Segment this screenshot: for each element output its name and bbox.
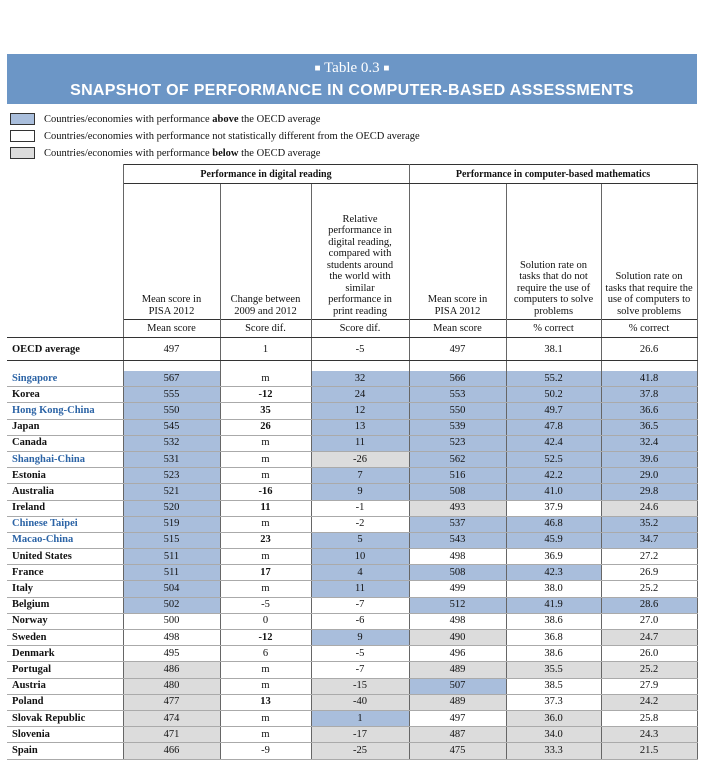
country-name: Ireland: [7, 500, 123, 516]
table-cell: 34.0: [506, 727, 601, 743]
table-cell: 532: [123, 435, 220, 451]
table-cell: 36.6: [601, 403, 697, 419]
table-row: [7, 565, 697, 581]
table-cell: 508: [409, 565, 506, 581]
table-subtitle: SNAPSHOT OF PERFORMANCE IN COMPUTER-BASED ASSESSMENTS: [70, 82, 634, 99]
table-cell: 500: [123, 613, 220, 629]
table-cell: m: [220, 727, 311, 743]
oecd-average-row: [7, 338, 697, 361]
table-cell: 493: [409, 500, 506, 516]
table-row: [7, 516, 697, 532]
table-cell: 36.8: [506, 630, 601, 646]
table-cell: 497: [409, 710, 506, 726]
column-header: Change between 2009 and 2012: [220, 184, 311, 320]
table-cell: 25.2: [601, 662, 697, 678]
country-name: France: [7, 565, 123, 581]
country-name[interactable]: Singapore: [7, 371, 123, 387]
table-cell: 497: [123, 338, 220, 361]
table-cell: 490: [409, 630, 506, 646]
country-name: Korea: [7, 387, 123, 403]
table-title: Table 0.3: [324, 60, 380, 76]
table-cell: -16: [220, 484, 311, 500]
table-cell: 38.1: [506, 338, 601, 361]
table-cell: 32.4: [601, 435, 697, 451]
table-cell: 562: [409, 451, 506, 467]
table-cell: 487: [409, 727, 506, 743]
table-row: [7, 630, 697, 646]
table-cell: 52.5: [506, 451, 601, 467]
table-cell: m: [220, 468, 311, 484]
table-row: [7, 727, 697, 743]
table-cell: 38.6: [506, 646, 601, 662]
country-name: United States: [7, 549, 123, 565]
table-cell: -5: [311, 646, 409, 662]
table-cell: -9: [220, 743, 311, 759]
table-cell: 531: [123, 451, 220, 467]
column-unit: % correct: [601, 320, 697, 338]
country-name: Estonia: [7, 468, 123, 484]
table-cell: -12: [220, 387, 311, 403]
table-cell: 1: [311, 710, 409, 726]
table-cell: m: [220, 678, 311, 694]
square-bullet-icon: ■: [383, 63, 390, 74]
table-cell: 555: [123, 387, 220, 403]
table-cell: 499: [409, 581, 506, 597]
legend-swatch: [10, 147, 35, 159]
country-name: Slovak Republic: [7, 710, 123, 726]
table-cell: m: [220, 581, 311, 597]
country-name[interactable]: Hong Kong-China: [7, 403, 123, 419]
table-cell: 545: [123, 419, 220, 435]
table-cell: -26: [311, 451, 409, 467]
table-cell: 34.7: [601, 532, 697, 548]
table-cell: 24.3: [601, 727, 697, 743]
group-header-math: Performance in computer-based mathematics: [409, 165, 697, 184]
table-cell: 11: [311, 581, 409, 597]
legend-swatch: [10, 113, 35, 125]
column-unit: Score dif.: [311, 320, 409, 338]
country-name: Sweden: [7, 630, 123, 646]
table-cell: -40: [311, 694, 409, 710]
table-cell: 511: [123, 549, 220, 565]
table-row: [7, 371, 697, 387]
table-cell: 26: [220, 419, 311, 435]
table-cell: 511: [123, 565, 220, 581]
country-name[interactable]: Macao-China: [7, 532, 123, 548]
table-cell: 13: [311, 419, 409, 435]
table-row: [7, 403, 697, 419]
table-cell: -2: [311, 516, 409, 532]
table-cell: 49.7: [506, 403, 601, 419]
country-name: Denmark: [7, 646, 123, 662]
square-bullet-icon: ■: [314, 63, 321, 74]
table-row: [7, 387, 697, 403]
legend-label: Countries/economies with performance below the OECD average: [44, 148, 321, 159]
table-cell: m: [220, 516, 311, 532]
table-cell: 41.0: [506, 484, 601, 500]
table-cell: 498: [123, 630, 220, 646]
table-cell: 42.2: [506, 468, 601, 484]
table-cell: 13: [220, 694, 311, 710]
table-cell: 29.8: [601, 484, 697, 500]
column-header: Mean score in PISA 2012: [123, 184, 220, 320]
table-cell: 523: [123, 468, 220, 484]
table-cell: 516: [409, 468, 506, 484]
table-cell: 521: [123, 484, 220, 500]
country-name: Canada: [7, 435, 123, 451]
table-cell: 550: [409, 403, 506, 419]
table-cell: 489: [409, 694, 506, 710]
table-row: [7, 468, 697, 484]
table-cell: 11: [220, 500, 311, 516]
table-cell: 24.2: [601, 694, 697, 710]
table-row: [7, 694, 697, 710]
country-name: Belgium: [7, 597, 123, 613]
table-cell: 504: [123, 581, 220, 597]
spacer-row: [7, 361, 697, 372]
table-cell: 27.9: [601, 678, 697, 694]
table-cell: 47.8: [506, 419, 601, 435]
table-cell: 498: [409, 613, 506, 629]
table-cell: 486: [123, 662, 220, 678]
column-unit: % correct: [506, 320, 601, 338]
table-row: [7, 581, 697, 597]
table-cell: 5: [311, 532, 409, 548]
table-cell: 474: [123, 710, 220, 726]
table-cell: 4: [311, 565, 409, 581]
table-cell: -7: [311, 662, 409, 678]
table-cell: -5: [311, 338, 409, 361]
table-cell: 25.8: [601, 710, 697, 726]
table-cell: 550: [123, 403, 220, 419]
table-row: [7, 484, 697, 500]
country-name: Norway: [7, 613, 123, 629]
table-cell: 553: [409, 387, 506, 403]
country-name: Poland: [7, 694, 123, 710]
table-cell: 7: [311, 468, 409, 484]
table-cell: 543: [409, 532, 506, 548]
country-name: Spain: [7, 743, 123, 759]
column-header: Solution rate on tasks that require the use of computers to solve problems: [601, 184, 697, 320]
table-cell: 35.5: [506, 662, 601, 678]
table-cell: 539: [409, 419, 506, 435]
table-cell: -7: [311, 597, 409, 613]
group-header-blank: [7, 165, 123, 184]
table-cell: 495: [123, 646, 220, 662]
column-unit: Score dif.: [220, 320, 311, 338]
table-cell: m: [220, 549, 311, 565]
table-row: [7, 451, 697, 467]
table-cell: -1: [311, 500, 409, 516]
table-cell: 32: [311, 371, 409, 387]
table-cell: 37.9: [506, 500, 601, 516]
table-row: [7, 613, 697, 629]
table-cell: 42.4: [506, 435, 601, 451]
table-row: [7, 435, 697, 451]
country-name: Australia: [7, 484, 123, 500]
table-cell: 11: [311, 435, 409, 451]
table-cell: 29.0: [601, 468, 697, 484]
table-cell: m: [220, 710, 311, 726]
table-cell: 24.7: [601, 630, 697, 646]
table-cell: 10: [311, 549, 409, 565]
table-cell: 36.9: [506, 549, 601, 565]
table-cell: m: [220, 662, 311, 678]
table-cell: 498: [409, 549, 506, 565]
table-header-banner: [7, 54, 697, 104]
table-cell: 9: [311, 630, 409, 646]
table-row: [7, 710, 697, 726]
table-cell: 25.2: [601, 581, 697, 597]
table-cell: -25: [311, 743, 409, 759]
column-unit: Mean score: [123, 320, 220, 338]
table-row: [7, 532, 697, 548]
country-name[interactable]: Shanghai-China: [7, 451, 123, 467]
table-cell: 23: [220, 532, 311, 548]
table-cell: 537: [409, 516, 506, 532]
table-cell: 512: [409, 597, 506, 613]
table-cell: -17: [311, 727, 409, 743]
legend-label: Countries/economies with performance not statistically different from the OECD average: [44, 131, 420, 142]
table-cell: 26.0: [601, 646, 697, 662]
table-cell: -15: [311, 678, 409, 694]
legend-label: Countries/economies with performance above the OECD average: [44, 114, 321, 125]
table-cell: 519: [123, 516, 220, 532]
table-cell: 497: [409, 338, 506, 361]
table-cell: 477: [123, 694, 220, 710]
table-cell: 515: [123, 532, 220, 548]
table-row: [7, 743, 697, 759]
table-cell: 38.0: [506, 581, 601, 597]
table-cell: 0: [220, 613, 311, 629]
country-name: OECD average: [7, 338, 123, 361]
table-cell: 566: [409, 371, 506, 387]
table-cell: 36.5: [601, 419, 697, 435]
table-cell: 466: [123, 743, 220, 759]
table-cell: 471: [123, 727, 220, 743]
column-header: Mean score in PISA 2012: [409, 184, 506, 320]
table-row: [7, 678, 697, 694]
table-cell: 35.2: [601, 516, 697, 532]
table-cell: 28.6: [601, 597, 697, 613]
table-cell: 55.2: [506, 371, 601, 387]
group-header-reading: Performance in digital reading: [123, 165, 409, 184]
country-name[interactable]: Chinese Taipei: [7, 516, 123, 532]
table-cell: 6: [220, 646, 311, 662]
table-cell: -5: [220, 597, 311, 613]
table-cell: 1: [220, 338, 311, 361]
column-header: Relative performance in digital reading, compared with students around the world with similar performance in print reading: [311, 184, 409, 320]
column-header: Solution rate on tasks that do not require the use of computers to solve problems: [506, 184, 601, 320]
desc-header-blank: [7, 184, 123, 320]
table-number: [7, 54, 697, 77]
table-cell: 508: [409, 484, 506, 500]
table-cell: 502: [123, 597, 220, 613]
table-cell: 41.8: [601, 371, 697, 387]
table-cell: 42.3: [506, 565, 601, 581]
table-row: [7, 419, 697, 435]
table-cell: 520: [123, 500, 220, 516]
table-cell: 35: [220, 403, 311, 419]
table-cell: 39.6: [601, 451, 697, 467]
table-cell: 17: [220, 565, 311, 581]
table-cell: 24: [311, 387, 409, 403]
table-cell: 33.3: [506, 743, 601, 759]
table-cell: 26.9: [601, 565, 697, 581]
table-cell: 523: [409, 435, 506, 451]
table-cell: 27.0: [601, 613, 697, 629]
table-cell: 36.0: [506, 710, 601, 726]
performance-table: [7, 164, 698, 760]
table-cell: 567: [123, 371, 220, 387]
table-cell: 24.6: [601, 500, 697, 516]
country-name: Slovenia: [7, 727, 123, 743]
table-cell: 12: [311, 403, 409, 419]
table-cell: 41.9: [506, 597, 601, 613]
table-row: [7, 646, 697, 662]
table-row: [7, 662, 697, 678]
table-cell: 480: [123, 678, 220, 694]
country-name: Japan: [7, 419, 123, 435]
table-row: [7, 549, 697, 565]
country-name: Italy: [7, 581, 123, 597]
legend-swatch: [10, 130, 35, 142]
table-cell: 21.5: [601, 743, 697, 759]
table-cell: m: [220, 451, 311, 467]
table-cell: 50.2: [506, 387, 601, 403]
table-cell: 26.6: [601, 338, 697, 361]
table-cell: 27.2: [601, 549, 697, 565]
table-cell: 507: [409, 678, 506, 694]
table-cell: 37.8: [601, 387, 697, 403]
table-cell: 489: [409, 662, 506, 678]
table-row: [7, 500, 697, 516]
table-cell: m: [220, 435, 311, 451]
table-cell: 45.9: [506, 532, 601, 548]
table-cell: 46.8: [506, 516, 601, 532]
table-cell: 496: [409, 646, 506, 662]
table-cell: m: [220, 371, 311, 387]
table-cell: 38.5: [506, 678, 601, 694]
country-name: Portugal: [7, 662, 123, 678]
table-cell: 475: [409, 743, 506, 759]
table-cell: 9: [311, 484, 409, 500]
table-cell: -12: [220, 630, 311, 646]
table-cell: 38.6: [506, 613, 601, 629]
unit-header-blank: [7, 320, 123, 338]
country-name: Austria: [7, 678, 123, 694]
table-row: [7, 597, 697, 613]
table-cell: 37.3: [506, 694, 601, 710]
column-unit: Mean score: [409, 320, 506, 338]
table-cell: -6: [311, 613, 409, 629]
